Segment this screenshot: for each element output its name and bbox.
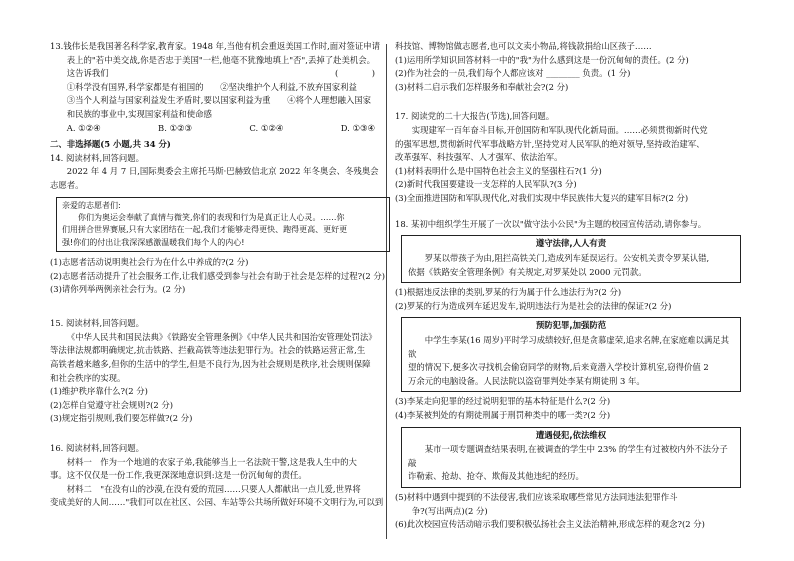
q16-material1-line1: 材料一 作为一个地道的农家子弟,我能够当上一名法院干警,这是我人生中的大 bbox=[66, 456, 357, 467]
q18-item-6: (6)此次校园宣传活动暗示我们要积极弘扬社会主义法治精神,形成怎样的观念?(2 分) bbox=[395, 519, 705, 530]
q13-statement-2: ③当个人利益与国家利益发生矛盾时,要以国家利益为重 ④将个人理想融入国家 bbox=[66, 95, 371, 106]
q17-heading: 17. 阅读党的二十大报告(节选),回答问题。 bbox=[395, 111, 555, 122]
q16-material1-line2: 事。这不仅仅是一份工作,我更深深地意识到:这是一份沉甸甸的责任。 bbox=[50, 470, 307, 481]
q14-letter-box bbox=[56, 197, 390, 253]
q17-item-3: (3)全面推进国防和军队现代化,对我们实现中华民族伟大复兴的建军目标?(2 分) bbox=[395, 193, 689, 204]
q13-option-c: C. ①②④ bbox=[249, 122, 284, 133]
q13-statement-3: 和民族的事业中,实现国家利益和使命感 bbox=[66, 109, 212, 120]
q18-box1-line2: 依据《铁路安全管理条例》有关规定,对罗某处以 2000 元罚款。 bbox=[408, 266, 647, 277]
q14-letter-line2: 们用拼合世界赛展,只有大家团结在一起,我们才能够走得更快、跑得更高、更好更 bbox=[62, 225, 348, 235]
q18-box-2 bbox=[401, 317, 741, 392]
q14-item-3: (3)请你列举两例亲社会行为。(2 分) bbox=[50, 284, 186, 295]
q14-letter-line1: 你们为奥运会奉献了真情与微笑,你们的表现和行为是真正让人心灵。……你 bbox=[78, 213, 345, 223]
q16-item-2: (2)作为社会的一员,我们每个人都应该对 ________ 负责。(1 分) bbox=[395, 68, 631, 79]
q16-item-1: (1)运用所学知识回答材料一中的"我"为什么感到这是一份沉甸甸的责任。(2 分) bbox=[395, 54, 689, 65]
section-2-heading: 二、非选择题(5 小题,共 34 分) bbox=[50, 139, 171, 150]
q17-para-3: 改革强军、科技强军、人才强军、依法治军。 bbox=[395, 152, 563, 163]
q18-box3-title: 遭遇侵犯,依法维权 bbox=[535, 429, 607, 440]
q14-item-2: (2)志愿者活动提升了社会服务工作,让我们感受到参与社会有助于社会是怎样的过程?(2 分) bbox=[50, 270, 386, 281]
q13-stem-line1: 13.钱伟长是我国著名科学家,教育家。1948 年,当他有机会重返美国工作时,面对签证申请 bbox=[50, 41, 381, 51]
q14-letter-greeting: 亲爱的志愿者们: bbox=[62, 200, 121, 210]
q18-item-4: (4)李某被判处的有期徒刑属于刑罚种类中的哪一类?(2 分) bbox=[395, 410, 611, 421]
q14-letter-line3: 强!你们的付出让我深深感激温暖我们每个人的内心! bbox=[62, 237, 245, 247]
q16-material2-continued: 科技馆、博物馆做志愿者,也可以文卖小物品,将钱款捐给山区孩子…… bbox=[395, 41, 652, 51]
q13-stem-line2: 表上的"若中美交战,你是否忠于美国"一栏,他毫不犹豫地填上"否",丢掉了赴美机会。 bbox=[66, 54, 375, 65]
q18-item-3: (3)李某走向犯罪的经过说明犯罪的基本特征是什么?(2 分) bbox=[395, 396, 611, 407]
q18-item-2: (2)罗某的行为造成列车延迟发车,说明违法行为是社会的法律的保证?(2 分) bbox=[395, 300, 672, 311]
q13-option-d: D. ①③④ bbox=[340, 122, 375, 133]
q15-heading: 15. 阅读材料,回答问题。 bbox=[50, 318, 145, 329]
q15-item-2: (2)怎样自觉遵守社会规则?(2 分) bbox=[50, 399, 174, 410]
q15-para-3: 高铁者越来越多,但你的生活中的学生,但是不良行为,因为社会规则是秩序,社会规则保障 bbox=[50, 358, 371, 369]
q18-box1-line1: 罗某以带孩子为由,阻拦高铁关门,造成列车延误运行。公安机关责令罗某认错, bbox=[424, 252, 710, 263]
q13-statement-1: ①科学没有国界,科学家都是有祖国的 ②坚决维护个人利益,不放弃国家利益 bbox=[66, 81, 357, 92]
q18-item-1: (1)根据违反法律的类别,罗某的行为属于什么违法行为?(2 分) bbox=[395, 287, 622, 298]
q14-item-1: (1)志愿者活动说明奥社会行为在什么中养成的?(2 分) bbox=[50, 257, 249, 268]
q18-item-5-cont: 争?(写出两点)(2 分) bbox=[411, 505, 488, 516]
q15-item-1: (1)维护秩序靠什么?(2 分) bbox=[50, 386, 148, 397]
q18-heading: 18. 某初中组织学生开展了一次以"做守法小公民"为主题的校园宣传活动,请你参与。 bbox=[395, 218, 707, 229]
q15-item-3: (3)规定指引规则,我们要怎样做?(2 分) bbox=[50, 413, 193, 424]
question-17 bbox=[395, 110, 753, 205]
q13-answer-paren: ( ) bbox=[334, 68, 375, 79]
q18-box3-line1: 某市一项专题调查结果表明,在被调查的学生中 23% 的学生有过被校内外不法分子敲 bbox=[408, 444, 728, 468]
q17-para-1: 实现建军一百年奋斗目标,开创国防和军队现代化新局面。……必须贯彻新时代党 bbox=[411, 125, 708, 136]
q16-item-3: (3)材料二启示我们怎样服务和奉献社会?(2 分) bbox=[395, 81, 569, 92]
q18-box3-line2: 诈勒索、抢劫、抢夺、欺侮及其他违纪的经历。 bbox=[408, 471, 584, 482]
q15-para-2: 等法律法规都明确规定,抗击铁路、拦截高铁等违法犯罪行为。社会的铁路运营正常,生 bbox=[50, 345, 366, 356]
q15-para-4: 和社会秩序的实现。 bbox=[50, 372, 126, 383]
q18-box2-title: 预防犯罪,加强防范 bbox=[535, 320, 607, 331]
q14-para-2: 志愿者。 bbox=[50, 180, 84, 191]
q13-option-a: A. ①②④ bbox=[66, 122, 101, 133]
q13-option-b: B. ①②③ bbox=[158, 122, 193, 133]
right-column bbox=[395, 40, 753, 532]
q16-material2-line2: 变成美好的人间……"我们可以在社区、公园、车站等公共场所做好环境不文明行为,可以到 bbox=[50, 497, 384, 508]
q13-stem-line3 bbox=[50, 67, 400, 81]
q13-options bbox=[50, 122, 400, 136]
question-18 bbox=[395, 218, 753, 532]
q18-box2-line2: 望的情况下,便多次寻找机会偷窃同学的财物,后来竟潜入学校计算机室,窃得价值 2 bbox=[408, 362, 709, 373]
q14-para-1: 2022 年 4 月 7 日,国际奥委会主席托马斯·巴赫致信北京 2022 年冬奥会、冬残奥会 bbox=[66, 166, 379, 177]
q18-box2-line3: 万余元的电脑设备。人民法院以盗窃罪判处李某有期徒刑 3 年。 bbox=[408, 375, 645, 386]
question-16 bbox=[50, 442, 400, 510]
q18-box2-line1: 中学生李某(16 周岁)平时学习成绩较好,但是贪慕虚荣,追求名牌,在家庭难以满足其欲 bbox=[408, 334, 730, 359]
q17-para-2: 的强军思想,贯彻新时代军事战略方针,坚持党对人民军队的绝对领导,坚持政治建军、 bbox=[395, 138, 705, 149]
q18-box1-title: 遵守法律,人人有责 bbox=[535, 238, 607, 249]
q18-box-3 bbox=[401, 427, 741, 488]
q13-stem-text: 这告诉我们 bbox=[66, 68, 109, 79]
left-column bbox=[50, 40, 400, 510]
q18-item-5: (5)材料中遇到中提到的不法侵害,我们应该采取哪些常见方法同违法犯罪作斗 bbox=[395, 492, 678, 503]
q14-heading: 14. 阅读材料,回答问题。 bbox=[50, 152, 145, 163]
q16-material2-line1: 材料二 "在没有山的沙漠,在没有爱的荒园……只要人人都献出一点儿爱,世界将 bbox=[66, 483, 361, 494]
q17-item-2: (2)新时代我国要建设一支怎样的人民军队?(3 分) bbox=[395, 179, 577, 190]
question-13 bbox=[50, 40, 400, 135]
question-14 bbox=[50, 152, 400, 297]
q16-heading: 16. 阅读材料,回答问题。 bbox=[50, 442, 145, 453]
q17-item-1: (1)材料表明什么是中国特色社会主义的坚强柱石?(1 分) bbox=[395, 165, 602, 176]
question-15 bbox=[50, 317, 400, 426]
q15-para-1: 《中华人民共和国民法典》《铁路安全管理条例》《中华人民共和国治安管理处罚法》 bbox=[66, 331, 377, 342]
q18-box-1 bbox=[401, 235, 741, 283]
